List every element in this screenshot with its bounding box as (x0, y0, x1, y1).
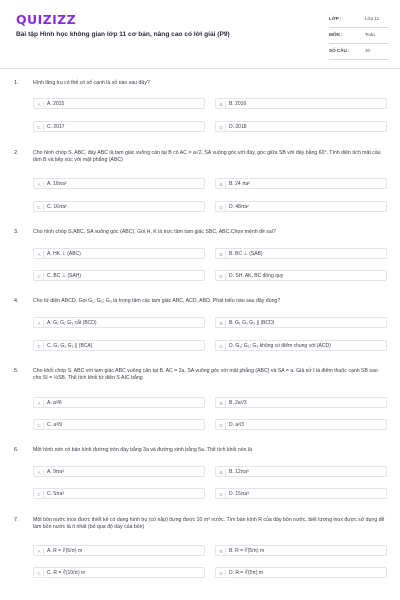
option-b[interactable] (215, 248, 387, 259)
meta-value: 30 (365, 48, 371, 53)
option-letter: A (36, 469, 44, 476)
option-letter: C (36, 273, 44, 280)
option-letter: A (36, 320, 44, 327)
option-a[interactable] (33, 98, 205, 109)
option-letter: A (36, 251, 44, 258)
option-text: C. BC ⊥ (SAH) (47, 273, 82, 280)
option-letter: A (36, 181, 44, 188)
question-number: 1. (14, 80, 19, 86)
option-letter: C (36, 204, 44, 211)
option-d[interactable] (215, 121, 387, 132)
option-text: A. 9πa³ (47, 469, 64, 476)
option-letter: D (218, 273, 226, 280)
option-letter: A (36, 548, 44, 555)
option-letter: A (36, 400, 44, 407)
option-a[interactable] (33, 178, 205, 189)
option-letter: B (218, 101, 226, 108)
meta-value: Toán (365, 32, 375, 37)
question-text: Cho hình chóp S.ABC, SA vuông góc (ABC). Gọi H, K là trực tâm tam giác SBC, ABC.Chọn mệnh đề sai? (33, 229, 276, 235)
option-text: A. 16πa² (47, 181, 67, 188)
meta-row-class (329, 12, 389, 28)
option-letter: D (218, 491, 226, 498)
header-divider (0, 68, 400, 69)
page-title: Bài tập Hình học không gian lớp 11 cơ bản, nâng cao có lời giải (P9) (16, 31, 230, 38)
option-b[interactable] (215, 397, 387, 408)
option-text: B. BC ⊥ (SAB) (229, 251, 263, 258)
option-letter: D (218, 422, 226, 429)
question-number: 2. (14, 150, 19, 156)
option-c[interactable] (33, 121, 205, 132)
option-a[interactable] (33, 317, 205, 328)
option-text: C. 2017 (47, 124, 65, 131)
option-a[interactable] (33, 466, 205, 477)
option-letter: C (36, 491, 44, 498)
option-letter: D (218, 343, 226, 350)
question-text: Cho khối chóp S. ABC với tam giác ABC vuông cân tại B. AC = 2a, SA vuông góc với mặt phẳng (ABC) và SA = a. Giả sử I là điểm thuộc cạnh SB sao cho SI = ⅓SB. Thể tích khối tứ diện S AIC bằng (33, 368, 378, 382)
option-a[interactable] (33, 248, 205, 259)
option-letter: C (36, 422, 44, 429)
option-text: A. HK ⊥ (ABC) (47, 251, 81, 258)
option-text: C. a³/9 (47, 422, 63, 429)
meta-value: Lớp 11 (365, 16, 380, 21)
option-letter: C (36, 570, 44, 577)
option-d[interactable] (215, 340, 387, 351)
question-number: 4. (14, 298, 19, 304)
option-letter: A (36, 101, 44, 108)
option-letter: B (218, 548, 226, 555)
option-b[interactable] (215, 466, 387, 477)
option-letter: D (218, 124, 226, 131)
meta-row-subject (329, 28, 389, 44)
meta-row-count (329, 44, 389, 60)
option-c[interactable] (33, 567, 205, 578)
option-letter: C (36, 343, 44, 350)
option-d[interactable] (215, 488, 387, 499)
option-text: B. 2016 (229, 101, 247, 108)
option-text: D. 15πa³ (229, 491, 249, 498)
worksheet-header (0, 0, 400, 68)
option-d[interactable] (215, 567, 387, 578)
question-number: 7. (14, 517, 19, 523)
question-text: Cho tứ diện ABCD. Gọi G₁; G₂; G₃ là trọng tâm các tam giác ABC, ACD, ABD. Phát biểu nào sau đây đúng? (33, 298, 281, 304)
option-text: C. 16πa² (47, 204, 67, 211)
option-c[interactable] (33, 419, 205, 430)
question-text: Một bồn nước inox được thiết kế có dạng hình trụ (có nắp) dựng được 10 m³ nước. Tìm bán kính R của đáy bồn nước, biết lượng inox được sử dụng để làm bồn nước là ít nhất (bỏ qua độ dày của bồn) (33, 517, 385, 531)
option-letter: B (218, 469, 226, 476)
option-letter: D (218, 204, 226, 211)
option-c[interactable] (33, 270, 205, 281)
option-c[interactable] (33, 488, 205, 499)
option-text: D. R = ∛(5π) m (229, 570, 263, 577)
question-text: Cho hình chóp S. ABC, đáy ABC là tam giác vuông cân tại B có AC = a√2, SA vuông góc với đáy, góc giữa SB với đáy bằng 60°. Tính diện tích mặt cầu tâm B và tiếp xúc với mặt phẳng (ABC) (33, 150, 381, 164)
worksheet-meta (329, 12, 389, 60)
option-text: C. 5πa³ (47, 491, 65, 498)
meta-label: MÔN : (329, 32, 343, 37)
option-text: B. 24 πa² (229, 181, 250, 188)
meta-label: SỐ CÂU : (329, 48, 350, 53)
question-number: 3. (14, 229, 19, 235)
option-b[interactable] (215, 317, 387, 328)
quizizz-logo: QUIZIZZ (16, 12, 77, 27)
option-text: D. SH, AK, BC đồng quy (229, 273, 284, 280)
option-letter: B (218, 181, 226, 188)
option-b[interactable] (215, 98, 387, 109)
option-text: A. R = ∛(5/π) m (47, 548, 83, 555)
option-b[interactable] (215, 178, 387, 189)
option-a[interactable] (33, 545, 205, 556)
option-text: B. R = ∛(5/π) m (229, 548, 265, 555)
option-d[interactable] (215, 270, 387, 281)
option-c[interactable] (33, 340, 205, 351)
option-text: A. 2015 (47, 101, 65, 108)
meta-label: LỚP : (329, 16, 342, 21)
question-text: Hình lăng trụ có thể có số cạnh là số nào sau đây? (33, 80, 150, 86)
option-letter: B (218, 251, 226, 258)
option-c[interactable] (33, 201, 205, 212)
question-number: 5. (14, 368, 19, 374)
option-text: C. R = ∛(10/π) m (47, 570, 86, 577)
question-text: Một hình nón có bán kính đường tròn đáy bằng 3a và đường sinh bằng 5a. Thể tích khối nón là (33, 447, 252, 453)
option-text: B. 2a³/3 (229, 400, 247, 407)
option-text: B. 12πa³ (229, 469, 249, 476)
option-text: D. 48πa² (229, 204, 249, 211)
option-text: D. G₁; G₂; G₃ không có điểm chung với (ACD) (229, 343, 331, 350)
question-number: 6. (14, 447, 19, 453)
option-a[interactable] (33, 397, 205, 408)
option-letter: B (218, 320, 226, 327)
option-text: D. 2018 (229, 124, 247, 131)
option-text: D. a³/3 (229, 422, 245, 429)
option-d[interactable] (215, 201, 387, 212)
option-text: C. G₁ G₂ G₃ ∥ (BCA) (47, 343, 93, 350)
option-d[interactable] (215, 419, 387, 430)
option-text: A. a³/6 (47, 400, 62, 407)
option-letter: B (218, 400, 226, 407)
option-b[interactable] (215, 545, 387, 556)
option-letter: D (218, 570, 226, 577)
option-letter: C (36, 124, 44, 131)
option-text: B. G₁ G₂ G₃ ∥ (BCD) (229, 320, 275, 327)
option-text: A. G₁ G₂ G₃ cắt (BCD) (47, 320, 97, 327)
